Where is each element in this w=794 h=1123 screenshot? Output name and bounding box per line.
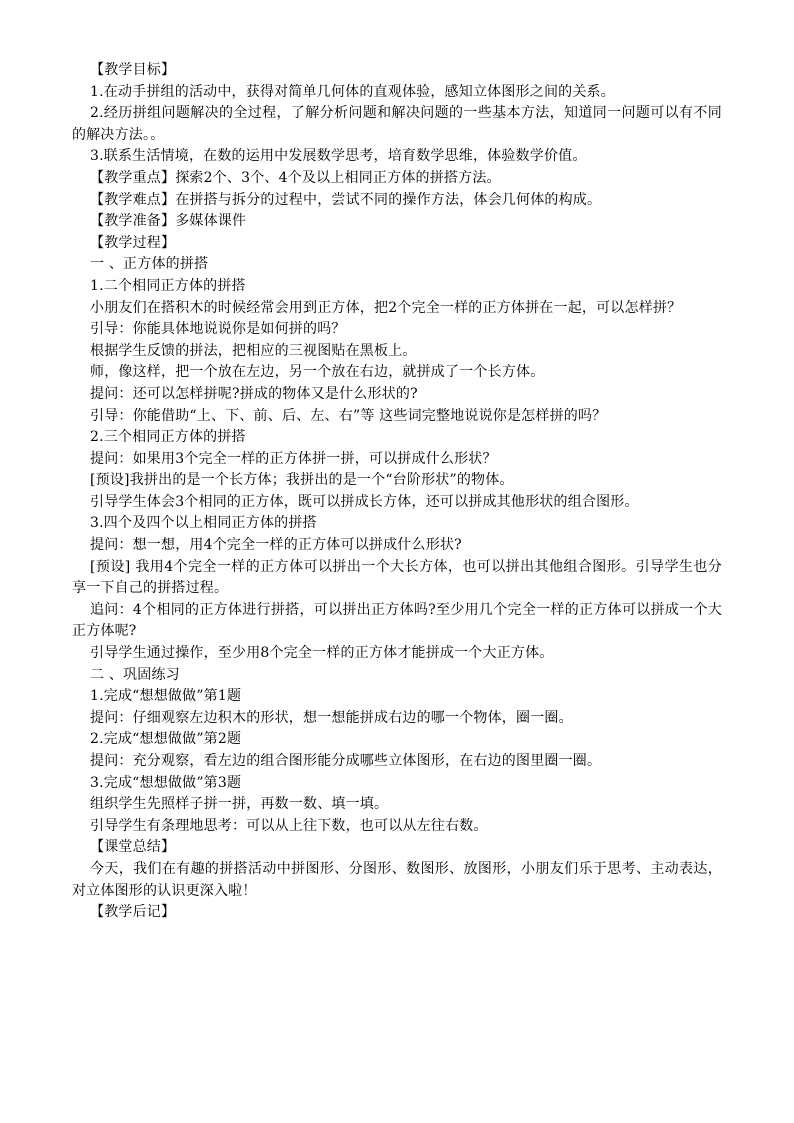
objective-1: 1.在动手拼组的活动中，获得对简单几何体的直观体验，感知立体图形之间的关系。 xyxy=(90,83,615,100)
paragraph-follow-up: 追问：4个相同的正方体进行拼搭，可以拼出正方体吗?至少用几个完全一样的正方体可以拼成一个大正方体呢? xyxy=(72,601,722,640)
paragraph-question-2: 提问：如果用3个完全一样的正方体拼一拼，可以拼成什么形状？ xyxy=(90,450,497,467)
paragraph-preset-1: [预设]我拼出的是一个长方体；我拼出的是一个“台阶形状”的物体。 xyxy=(90,472,514,489)
subsection-1-3-title: 3.四个及四个以上相同正方体的拼搭 xyxy=(90,515,317,532)
paragraph-preset-2: [预设] 我用4个完全一样的正方体可以拼出一个大长方体，也可以拼出其他组合图形。引导学生也分享一下自己的拼搭过程。 xyxy=(72,558,722,597)
section-1-title: 一 、正方体的拼搭 xyxy=(90,256,209,273)
paragraph-teacher-example: 师，像这样，把一个放在左边，另一个放在右边，就拼成了一个长方体。 xyxy=(90,364,545,381)
heading-class-summary: 【课堂总结】 xyxy=(90,839,176,856)
exercise-3-guide: 引导学生有条理地思考：可以从上往下数，也可以从左往右数。 xyxy=(90,817,488,834)
paragraph-guide-4: 引导学生通过操作，至少用8个完全一样的正方体才能拼成一个大正方体。 xyxy=(90,645,554,662)
paragraph-guide-1: 引导：你能具体地说说你是如何拼的吗？ xyxy=(90,321,346,338)
paragraph-question-1: 提问：还可以怎样拼呢?拼成的物体又是什么形状的? xyxy=(90,385,418,402)
exercise-1-question: 提问：仔细观察左边积木的形状，想一想能拼成右边的哪一个物体，圈一圈。 xyxy=(90,709,573,726)
heading-teaching-notes: 【教学后记】 xyxy=(90,904,176,921)
exercise-1-title: 1.完成“想想做做”第1题 xyxy=(90,688,242,705)
paragraph-summary: 今天，我们在有趣的拼搭活动中拼图形、分图形、数图形、放图形，小朋友们乐于思考、主动表达，对立体图形的认识更深入啦！ xyxy=(72,860,722,899)
exercise-2-question: 提问：充分观察，看左边的组合图形能分成哪些立体图形，在右边的图里圈一圈。 xyxy=(90,753,602,769)
paragraph-intro-two-cubes: 小朋友们在搭积木的时候经常会用到正方体，把2个完全一样的正方体拼在一起，可以怎样拼？ xyxy=(90,299,682,316)
paragraph-guide-2: 引导：你能借助“上、下、前、后、左、右”等 这些词完整地说说你是怎样拼的吗？ xyxy=(90,407,607,424)
lesson-plan-document xyxy=(72,60,722,924)
exercise-3-organize: 组织学生先照样子拼一拼，再数一数、填一填。 xyxy=(90,796,389,813)
section-2-title: 二 、巩固练习 xyxy=(90,666,180,683)
exercise-3-title: 3.完成“想想做做”第3题 xyxy=(90,774,242,791)
paragraph-question-3: 提问：想一想，用4个完全一样的正方体可以拼成什么形状? xyxy=(90,537,462,554)
subsection-1-2-title: 2.三个相同正方体的拼搭 xyxy=(90,429,246,446)
exercise-2-title: 2.完成“想想做做”第2题 xyxy=(90,731,242,748)
subsection-1-1-title: 1.二个相同正方体的拼搭 xyxy=(90,277,246,294)
paragraph-guide-3: 引导学生体会3个相同的正方体，既可以拼成长方体，还可以拼成其他形状的组合图形。 xyxy=(90,493,639,510)
teaching-focus: 【教学重点】探索2个、3个、4个及以上相同正方体的拼搭方法。 xyxy=(90,169,501,186)
objective-3: 3.联系生活情境，在数的运用中发展数学思考，培育数学思维，体验数学价值。 xyxy=(90,148,587,165)
teaching-difficulty: 【教学难点】在拼搭与拆分的过程中，尝试不同的操作方法，体会几何体的构成。 xyxy=(90,191,602,208)
heading-teaching-objectives: 【教学目标】 xyxy=(90,62,176,78)
objective-2: 2.经历拼组问题解决的全过程，了解分析问题和解决问题的一些基本方法，知道同一问题可以有不同的解决方法。。 xyxy=(72,105,722,143)
paragraph-three-views: 根据学生反馈的拼法，把相应的三视图贴在黑板上。 xyxy=(90,342,417,359)
heading-teaching-process: 【教学过程】 xyxy=(90,234,176,251)
teaching-preparation: 【教学准备】多媒体课件 xyxy=(90,213,247,230)
